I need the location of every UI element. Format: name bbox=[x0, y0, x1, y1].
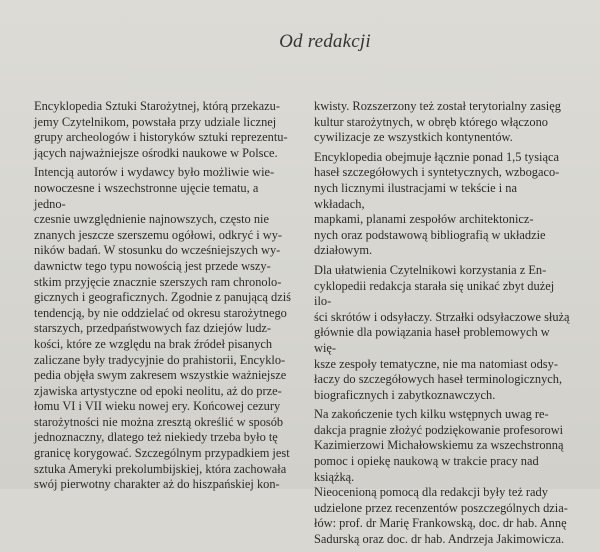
paragraph: Encyklopedia obejmuje łącznie ponad 1,5 tysiąca haseł szczegółowych i syntetycznych, wzbogaco- nych licznymi ilustracjami w tekście i na wkładach, mapkami, planami zespołów architektonicz- nych oraz podstawową bibliografią w układzie działowym. bbox=[314, 149, 560, 258]
paragraph: kwisty. Rozszerzony też został terytorialny zasięg kultur starożytnych, w obręb którego włączono cywilizacje ze wszystkich kontynentów. bbox=[314, 99, 561, 145]
page-title: Od redakcji bbox=[279, 31, 371, 52]
paragraph: Dla ułatwienia Czytelnikowi korzystania z En- cyklopedii redakcja starała się unikać zbyt dużej ilo- ści skrótów i odsyłaczy. Strzałki odsyłaczowe służą głównie dla powiązania haseł problemowych w wię- ksze zespoły tematyczne, nie ma natomiast odsy- łaczy do szczegółowych haseł terminologicznych, biograficznych i zabytkoznawczych. bbox=[314, 262, 570, 402]
paragraph: Encyklopedia Sztuki Starożytnej, którą przekazu- jemy Czytelnikom, powstała przy udziale licznej grupy archeologów i historyków sztuki reprezentu- jących najważniejsze ośrodki naukowe w Polsce. bbox=[34, 99, 288, 160]
left-column bbox=[34, 99, 291, 497]
paragraph: Intencją autorów i wydawcy było możliwie wie- nowoczesne i wszechstronne ujęcie tematu, a jedno- czesnie uwzględnienie najnowszych, często nie znanych jeszcze szerszemu ogółowi, odkryć i wy- ników badań. W stosunku do wcześniejszych wy- dawnictw tego typu nowością jest przede wszy- stkim przyjęcie znacznie szerszych ram chronolo- gicznych i geograficznych. Zgodnie z panującą dziś tendencją, by nie oddzielać od okresu starożytnego starszych, przedpaństwowych faz dziejów ludz- kości, które ze względu na brak źródeł pisanych zaliczane były tradycyjnie do prahistorii, Encyklo- pedia objęła swym zakresem wszystkie ważniejsze zjawiska artystyczne od epoki neolitu, aż do prze- łomu VI i VII wieku nowej ery. Końcowej cezury starożytności nie można zresztą określić w sposób jednoznaczny, dlatego też niekiedy trzeba było tę granicę korygować. Szczególnym przypadkiem jest sztuka Ameryki prekolumbijskiej, która zachowała swój pierwotny charakter aż do hiszpańskiej kon- bbox=[34, 165, 291, 492]
paragraph: Na zakończenie tych kilku wstępnych uwag re- dakcja pragnie złożyć podziękowanie profesorowi Kazimierzowi Michałowskiemu za wszechstronną pomoc i opiekę naukową w trakcie pracy nad książką. Nieocenioną pomocą dla redakcji były też rady udzielone przez recenzentów poszczególnych dzia- łów: prof. dr Marię Frankowską, doc. dr hab. Annę Sadurską oraz doc. dr hab. Andrzeja Jakimowicza. bbox=[314, 407, 568, 547]
right-column bbox=[314, 99, 570, 552]
